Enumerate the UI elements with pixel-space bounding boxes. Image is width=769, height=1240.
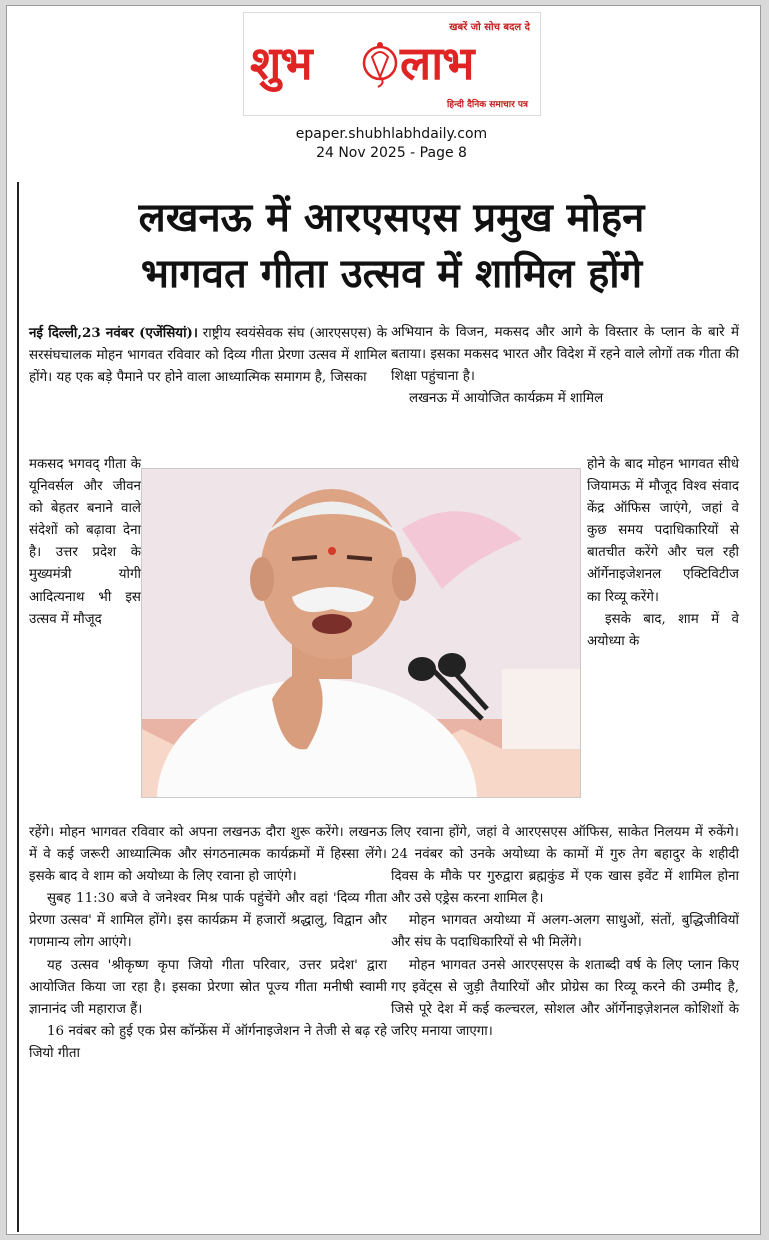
article-headline [19,190,764,302]
paragraph: रहेंगे। मोहन भागवत रविवार को अपना लखनऊ दौरा शुरू करेंगे। लखनऊ में वे कई जरूरी आध्यात्मिक और संगठनात्मक कार्यक्रमों में हिस्सा लेंगे। इसके बाद वे शाम को अयोध्या के लिए रवाना हो जाएंगे। [29,825,387,885]
paragraph: अभियान के विजन, मकसद और आगे के विस्तार के प्लान के बारे में बताया। इसका मकसद भारत और विदेश में रहने वाले लोगों तक गीता की शिक्षा पहुंचाना है। [391,325,739,385]
paragraph-text: राष्ट्रीय स्वयंसेवक संघ (आरएसएस) के सरसंघचालक मोहन भागवत रविवार को दिव्य गीता प्रेरणा उत्सव में शामिल होंगे। यह एक बड़े पैमाने पर होने वाला आध्यात्मिक समागम है, जिसका [29,326,387,386]
headline-line-2: भागवत गीता उत्सव में शामिल होंगे [140,251,643,297]
paragraph [29,322,387,389]
headline-line-1: लखनऊ में आरएसएस प्रमुख मोहन [138,195,645,241]
paragraph: मोहन भागवत अयोध्या में अलग-अलग साधुओं, संतों, बुद्धिजीवियों और संघ के पदाधिकारियों से भी मिलेंगे। [391,913,739,951]
paragraph: लिए रवाना होंगे, जहां वे आरएसएस ऑफिस, साकेत निलयम में रुकेंगे। 24 नवंबर को उनके अयोध्या के कामों में गुरु तेग बहादुर के शहीदी दिवस के मौके पर गुरुद्वारा ब्रह्मकुंड में एक खास इवेंट में शामिल होना और उसे एड्रेस करना शामिल है। [391,825,739,907]
paragraph: 16 नवंबर को हुई एक प्रेस कॉन्फ्रेंस में ऑर्गनाइजेशन ने तेजी से बढ़ रहे जियो गीता [29,1023,387,1061]
paragraph: इसके बाद, शाम में वे अयोध्या के [587,611,739,649]
masthead-subtitle: हिन्दी दैनिक समाचार पत्र [446,100,528,110]
paragraph: यह उत्सव 'श्रीकृष्ण कृपा जियो गीता परिवार, उत्तर प्रदेश' द्वारा आयोजित किया जा रहा है। इसका प्रेरणा स्रोत पूज्य गीता मनीषी स्वामी ज्ञानानंद जी महाराज हैं। [29,957,387,1017]
mohan-bhagwat-speaking-photo [142,469,580,797]
masthead-tagline: खबरें जो सोच बदल दे [449,22,530,33]
column-2-bottom [391,822,739,1043]
ganesha-emblem-icon [356,37,404,93]
logo-text-shubh: शुभ [250,36,312,90]
column-2-top [391,322,739,410]
column-1-bottom [29,822,387,1065]
paragraph: होने के बाद मोहन भागवत सीधे जियामऊ में मौजूद विश्व संवाद केंद्र ऑफिस जाएंगे, जहां वे कुछ समय पदाधिकारियों से बातचीत करेंगे और चल रही ऑर्गेनाइजेशनल एक्टिविटीज का रिव्यू करेंगे। [587,457,739,605]
epaper-date-page: 24 Nov 2025 - Page 8 [316,145,467,161]
paragraph: सुबह 11:30 बजे वे जनेश्वर मिश्र पार्क पहुंचेंगे और वहां 'दिव्य गीता प्रेरणा उत्सव' में शामिल होंगे। इस कार्यक्रम में हजारों श्रद्धालु, विद्वान और गणमान्य लोग आएंगे। [29,891,387,951]
news-article [17,182,764,1232]
column-2-wrap-text [587,454,739,653]
dateline: नई दिल्ली,23 नवंबर (एजेंसियां)। [29,325,198,341]
logo-text-labh: लाभ [400,36,474,90]
newspaper-masthead [243,12,541,116]
column-1-top [29,322,387,389]
epaper-page [6,5,761,1235]
epaper-url: epaper.shubhlabhdaily.com [295,126,488,142]
article-photo [141,468,581,798]
paragraph: मकसद भगवद् गीता के यूनिवर्सल और जीवन को बेहतर बनाने वाले संदेशों को बढ़ावा देना है। उत्तर प्रदेश के मुख्यमंत्री योगी आदित्यनाथ भी इस उत्सव में मौजूद [29,457,141,627]
paragraph: मोहन भागवत उनसे आरएसएस के शताब्दी वर्ष के लिए प्लान किए गए इवेंट्स से जुड़ी तैयारियों और प्रोग्रेस का रिव्यू करने की उम्मीद है, जिसे पूरे देश में कई कल्चरल, सोशल और ऑर्गेनाइज़ेशनल कोशिशों के जरिए मनाया जाएगा। [391,957,739,1039]
paragraph: लखनऊ में आयोजित कार्यक्रम में शामिल [409,391,604,407]
column-1-wrap-text [29,454,141,631]
